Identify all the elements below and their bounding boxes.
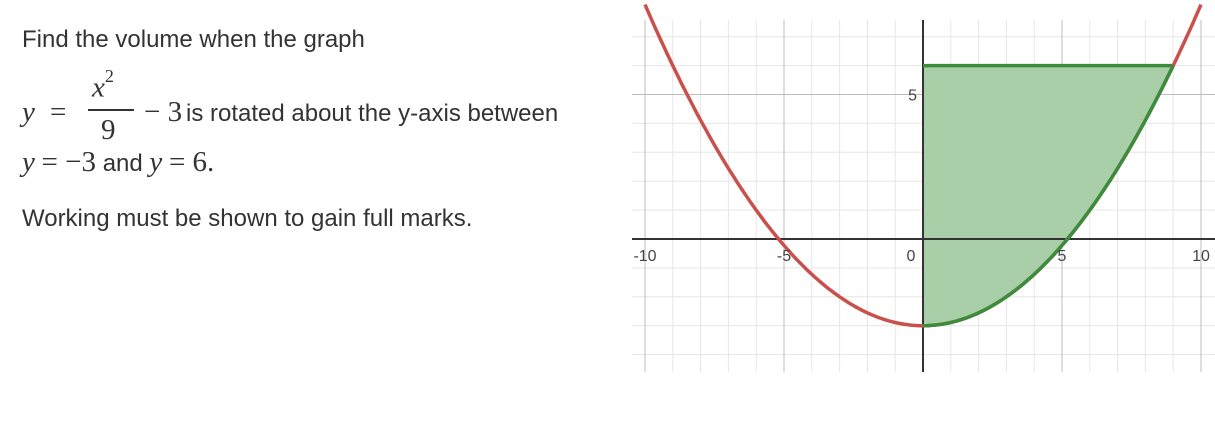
equals-six: = 6. xyxy=(168,146,215,178)
fraction-numerator: $x^2$ xyxy=(92,66,114,104)
question-line-1: Find the volume when the graph xyxy=(22,26,365,53)
equals-minus-three: = −3 xyxy=(41,146,97,178)
shaded-region xyxy=(923,66,1173,326)
working-note: Working must be shown to gain full marks. xyxy=(22,205,473,232)
y-tick-label: 5 xyxy=(908,87,917,105)
x-tick-label: -5 xyxy=(776,248,792,265)
and-text: and xyxy=(102,150,143,177)
y-variable-3: y xyxy=(149,146,163,178)
x-tick-label: 0 xyxy=(906,248,916,265)
x-tick-label: 10 xyxy=(1192,248,1210,265)
x-tick-label: 5 xyxy=(1057,248,1067,265)
y-variable: y xyxy=(22,96,35,128)
fraction-denominator: 9 xyxy=(101,114,116,146)
minus-three: − 3 xyxy=(144,96,183,128)
rotated-text: is rotated about the y-axis between xyxy=(186,100,559,127)
y-variable-2: y xyxy=(22,146,35,178)
x-tick-label: -10 xyxy=(633,248,657,265)
equals-sign: = xyxy=(50,96,67,128)
